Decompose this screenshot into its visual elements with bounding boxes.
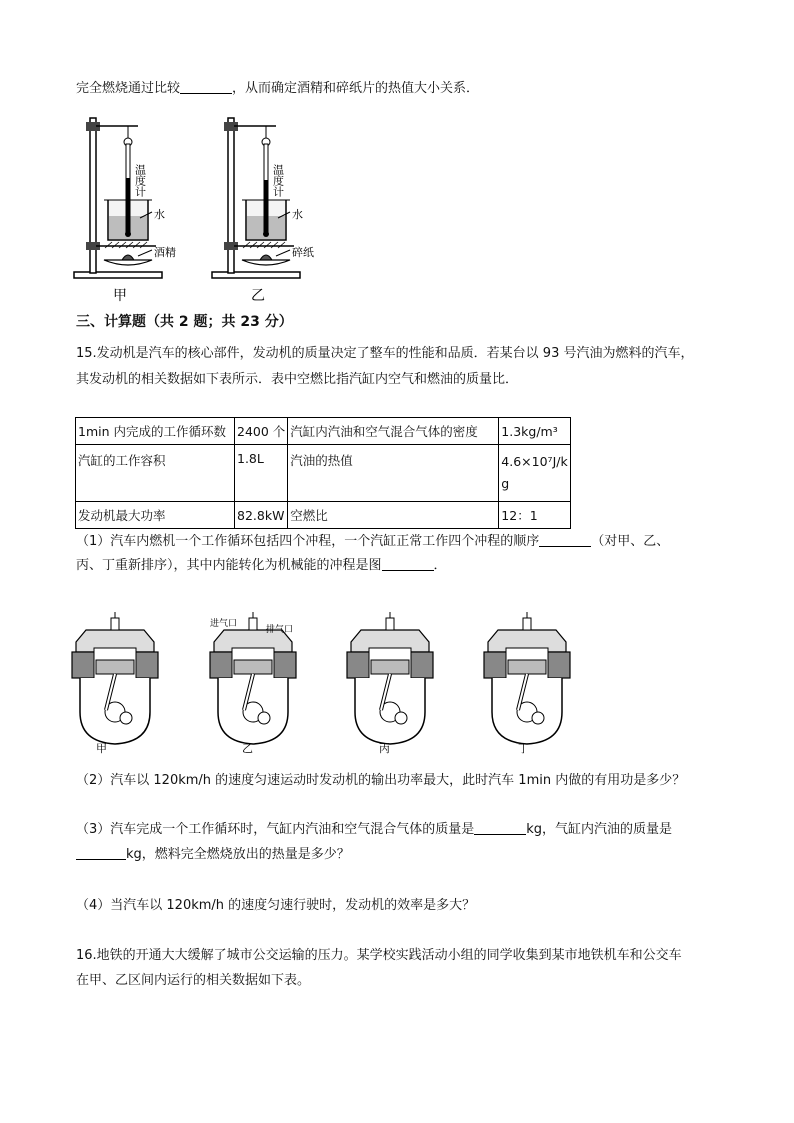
table-cell bbox=[499, 445, 570, 502]
intro-line bbox=[76, 80, 479, 98]
q16-line2: 在甲、乙区间内运行的相关数据如下表。 bbox=[76, 973, 311, 988]
thermometer-label-right: 温度计 bbox=[271, 164, 285, 197]
q15-part3-line1 bbox=[76, 821, 672, 839]
intake-label: 进气口 bbox=[210, 619, 238, 629]
water-label-left: 水 bbox=[154, 208, 165, 221]
fuel-label-right: 碎纸 bbox=[292, 246, 314, 259]
table-cell: 汽油的热值 bbox=[288, 445, 499, 502]
table-cell: 汽缸内汽油和空气混合气体的密度 bbox=[288, 418, 499, 445]
table-cell: 1min 内完成的工作循环数 bbox=[76, 418, 235, 445]
q15-part4: （4）当汽车以 120km/h 的速度匀速行驶时，发动机的效率是多大？ bbox=[76, 898, 476, 913]
table-cell: 空燃比 bbox=[288, 502, 499, 529]
exhaust-label: 排气口 bbox=[266, 625, 294, 635]
fuel-label-left: 酒精 bbox=[154, 246, 176, 259]
engine-data-table bbox=[75, 417, 571, 529]
caption-right: 乙 bbox=[251, 288, 265, 304]
q15-part1-text-a: （1）汽车内燃机一个工作循环包括四个冲程，一个汽缸正常工作四个冲程的顺序 bbox=[76, 534, 540, 549]
engine-caption: 丁 bbox=[518, 742, 529, 755]
q15-part1-text-c: 丙、丁重新排序），其中内能转化为机械能的冲程是图 bbox=[76, 558, 382, 573]
water-label-right: 水 bbox=[292, 208, 303, 221]
answer-blank[interactable] bbox=[180, 80, 232, 94]
engine-caption: 甲 bbox=[96, 742, 107, 755]
heating-apparatus-figure bbox=[60, 108, 350, 304]
q15-part3-text-c: kg，燃料完全燃烧放出的热量是多少？ bbox=[126, 847, 350, 862]
table-cell: 1.3kg/m³ bbox=[499, 418, 570, 445]
table-cell: 12：1 bbox=[499, 502, 570, 529]
engine-strokes-figure bbox=[66, 612, 596, 758]
q15-part3-text-b: kg，气缸内汽油的质量是 bbox=[526, 822, 673, 837]
q15-part1-line2 bbox=[76, 557, 447, 575]
table-cell-part: 4.6×10⁷J/k bbox=[501, 454, 568, 469]
q15-line2: 其发动机的相关数据如下表所示．表中空燃比指汽缸内空气和燃油的质量比． bbox=[76, 372, 519, 387]
answer-blank[interactable] bbox=[382, 557, 434, 571]
table-cell: 汽缸的工作容积 bbox=[76, 445, 235, 502]
intro-text-b: ，从而确定酒精和碎纸片的热值大小关系． bbox=[232, 81, 480, 96]
q15-part2: （2）汽车以 120km/h 的速度匀速运动时发动机的输出功率最大，此时汽车 1min 内做的有用功是多少？ bbox=[76, 773, 686, 788]
table-cell-part: g bbox=[501, 476, 510, 491]
q15-part1-line1 bbox=[76, 533, 669, 551]
intro-text-a: 完全燃烧通过比较 bbox=[76, 81, 181, 96]
thermometer-label-left: 温度计 bbox=[133, 164, 147, 197]
q15-line1: 15.发动机是汽车的核心部件，发动机的质量决定了整车的性能和品质．若某台以 93 号汽油为燃料的汽车， bbox=[76, 346, 694, 361]
engine-jia bbox=[72, 612, 158, 755]
q15-part3-text-a: （3）汽车完成一个工作循环时，气缸内汽油和空气混合气体的质量是 bbox=[76, 822, 475, 837]
engine-caption: 丙 bbox=[379, 742, 390, 755]
table-row bbox=[76, 418, 571, 445]
q15-part1-text-d: ． bbox=[433, 558, 447, 573]
table-row bbox=[76, 445, 571, 502]
section-heading: 三、计算题（共 2 题；共 23 分） bbox=[76, 314, 293, 330]
table-cell: 发动机最大功率 bbox=[76, 502, 235, 529]
table-row bbox=[76, 502, 571, 529]
answer-blank[interactable] bbox=[474, 821, 526, 835]
table-cell: 82.8kW bbox=[235, 502, 288, 529]
engine-yi bbox=[210, 612, 296, 755]
engine-ding bbox=[484, 612, 570, 755]
engine-bing bbox=[347, 612, 433, 755]
apparatus-right bbox=[212, 118, 314, 304]
q16-line1: 16.地铁的开通大大缓解了城市公交运输的压力。某学校实践活动小组的同学收集到某市地铁机车和公交车 bbox=[76, 948, 682, 963]
q15-part1-text-b: （对甲、乙、 bbox=[591, 534, 670, 549]
answer-blank[interactable] bbox=[76, 846, 126, 860]
engine-caption: 乙 bbox=[242, 742, 253, 755]
answer-blank[interactable] bbox=[539, 533, 591, 547]
table-cell: 2400 个 bbox=[235, 418, 288, 445]
table-cell: 1.8L bbox=[235, 445, 288, 502]
q15-part3-line2 bbox=[76, 846, 350, 864]
apparatus-left bbox=[74, 118, 176, 304]
caption-left: 甲 bbox=[113, 288, 127, 304]
